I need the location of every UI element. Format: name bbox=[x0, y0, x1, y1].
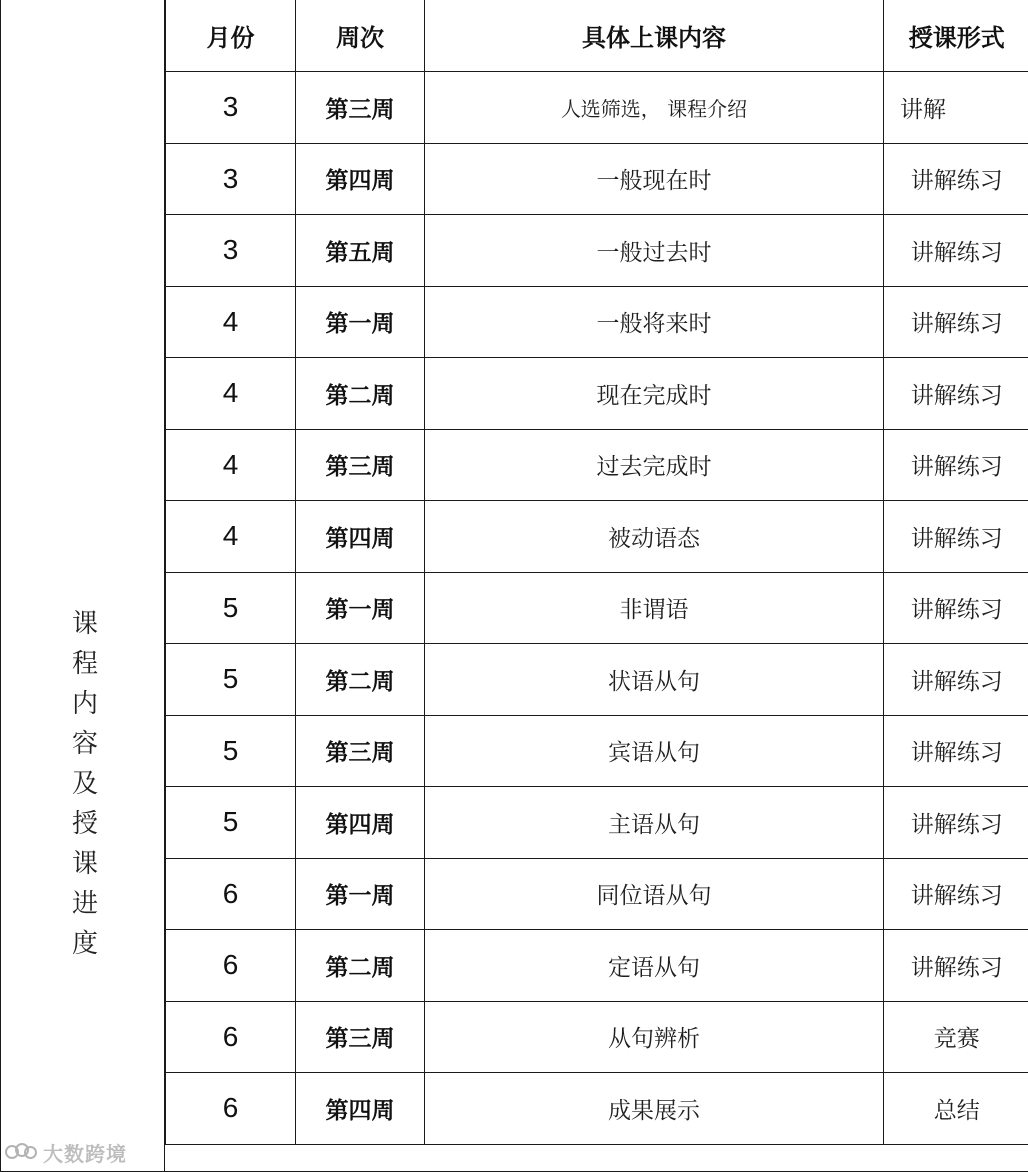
header-month: 月份 bbox=[166, 0, 296, 72]
table-row bbox=[166, 286, 1028, 358]
header-week: 周次 bbox=[296, 0, 425, 72]
cell-month: 4 bbox=[166, 429, 296, 501]
cell-form: 讲解练习 bbox=[884, 143, 1028, 215]
side-label-char: 内 bbox=[71, 689, 98, 719]
cell-month: 4 bbox=[166, 501, 296, 573]
cell-week: 第一周 bbox=[296, 858, 425, 930]
cell-content: 被动语态 bbox=[425, 501, 884, 573]
side-label-text bbox=[65, 604, 105, 964]
cell-week: 第一周 bbox=[296, 286, 425, 358]
watermark bbox=[5, 1136, 127, 1168]
cell-month: 5 bbox=[166, 572, 296, 644]
cell-content: 现在完成时 bbox=[425, 358, 884, 430]
cell-content: 从句辨析 bbox=[425, 1001, 884, 1073]
table-row bbox=[166, 429, 1028, 501]
cell-month: 6 bbox=[166, 930, 296, 1002]
cell-month: 6 bbox=[166, 858, 296, 930]
cell-content: 一般将来时 bbox=[425, 286, 884, 358]
table-row bbox=[166, 930, 1028, 1002]
cell-form: 竞赛 bbox=[884, 1001, 1028, 1073]
cell-week: 第五周 bbox=[296, 215, 425, 287]
cell-month: 5 bbox=[166, 715, 296, 787]
cell-month: 5 bbox=[166, 787, 296, 859]
header-row bbox=[166, 0, 1028, 72]
table-row bbox=[166, 1073, 1028, 1145]
table-row bbox=[166, 1001, 1028, 1073]
side-label-char: 及 bbox=[71, 769, 98, 799]
cell-month: 6 bbox=[166, 1001, 296, 1073]
cell-form: 讲解练习 bbox=[884, 286, 1028, 358]
cell-week: 第二周 bbox=[296, 930, 425, 1002]
cell-content: 同位语从句 bbox=[425, 858, 884, 930]
table-row bbox=[166, 501, 1028, 573]
cell-week: 第三周 bbox=[296, 1001, 425, 1073]
cell-form: 讲解练习 bbox=[884, 429, 1028, 501]
cell-week: 第三周 bbox=[296, 715, 425, 787]
cell-form: 讲解练习 bbox=[884, 787, 1028, 859]
cell-content: 一般现在时 bbox=[425, 143, 884, 215]
cell-month: 6 bbox=[166, 1073, 296, 1145]
cell-month: 3 bbox=[166, 215, 296, 287]
cell-week: 第三周 bbox=[296, 72, 425, 144]
cell-week: 第四周 bbox=[296, 1073, 425, 1145]
side-label-char: 度 bbox=[71, 929, 98, 959]
cell-form: 讲解练习 bbox=[884, 644, 1028, 716]
cell-week: 第四周 bbox=[296, 501, 425, 573]
table-body bbox=[166, 72, 1028, 1145]
cell-month: 5 bbox=[166, 644, 296, 716]
cell-week: 第四周 bbox=[296, 787, 425, 859]
cell-content: 过去完成时 bbox=[425, 429, 884, 501]
table-row bbox=[166, 358, 1028, 430]
watermark-logo-icon bbox=[5, 1141, 39, 1163]
cell-form: 讲解练习 bbox=[884, 572, 1028, 644]
side-label-char: 容 bbox=[71, 729, 98, 759]
cell-content: 成果展示 bbox=[425, 1073, 884, 1145]
cell-form: 讲解 bbox=[884, 72, 1028, 144]
cell-month: 4 bbox=[166, 286, 296, 358]
cell-content: 人选筛选， 课程介绍 bbox=[425, 72, 884, 144]
cell-form: 讲解练习 bbox=[884, 215, 1028, 287]
cell-month: 3 bbox=[166, 72, 296, 144]
table-row bbox=[166, 715, 1028, 787]
side-label-char: 课 bbox=[71, 849, 98, 879]
side-label-char: 课 bbox=[71, 609, 98, 639]
cell-content: 一般过去时 bbox=[425, 215, 884, 287]
side-label-char: 授 bbox=[71, 809, 98, 839]
cell-week: 第一周 bbox=[296, 572, 425, 644]
table-row bbox=[166, 572, 1028, 644]
cell-content: 非谓语 bbox=[425, 572, 884, 644]
schedule-table bbox=[165, 0, 1028, 1145]
cell-content: 定语从句 bbox=[425, 930, 884, 1002]
side-label-char: 程 bbox=[71, 649, 98, 679]
table-row bbox=[166, 215, 1028, 287]
table-header bbox=[166, 0, 1028, 72]
header-form: 授课形式 bbox=[884, 0, 1028, 72]
cell-content: 状语从句 bbox=[425, 644, 884, 716]
header-content: 具体上课内容 bbox=[425, 0, 884, 72]
cell-month: 4 bbox=[166, 358, 296, 430]
cell-form: 总结 bbox=[884, 1073, 1028, 1145]
side-label-cell bbox=[1, 0, 165, 1171]
cell-week: 第四周 bbox=[296, 143, 425, 215]
table-row bbox=[166, 143, 1028, 215]
watermark-text: 大数跨境 bbox=[43, 1141, 127, 1166]
cell-week: 第二周 bbox=[296, 358, 425, 430]
cell-month: 3 bbox=[166, 143, 296, 215]
cell-week: 第三周 bbox=[296, 429, 425, 501]
cell-form: 讲解练习 bbox=[884, 858, 1028, 930]
cell-form: 讲解练习 bbox=[884, 930, 1028, 1002]
table-row bbox=[166, 858, 1028, 930]
cell-week: 第二周 bbox=[296, 644, 425, 716]
cell-content: 主语从句 bbox=[425, 787, 884, 859]
cell-form: 讲解练习 bbox=[884, 501, 1028, 573]
table-row bbox=[166, 787, 1028, 859]
cell-content: 宾语从句 bbox=[425, 715, 884, 787]
table-row bbox=[166, 644, 1028, 716]
side-label-char: 进 bbox=[71, 889, 98, 919]
table-row bbox=[166, 72, 1028, 144]
cell-form: 讲解练习 bbox=[884, 715, 1028, 787]
cell-form: 讲解练习 bbox=[884, 358, 1028, 430]
